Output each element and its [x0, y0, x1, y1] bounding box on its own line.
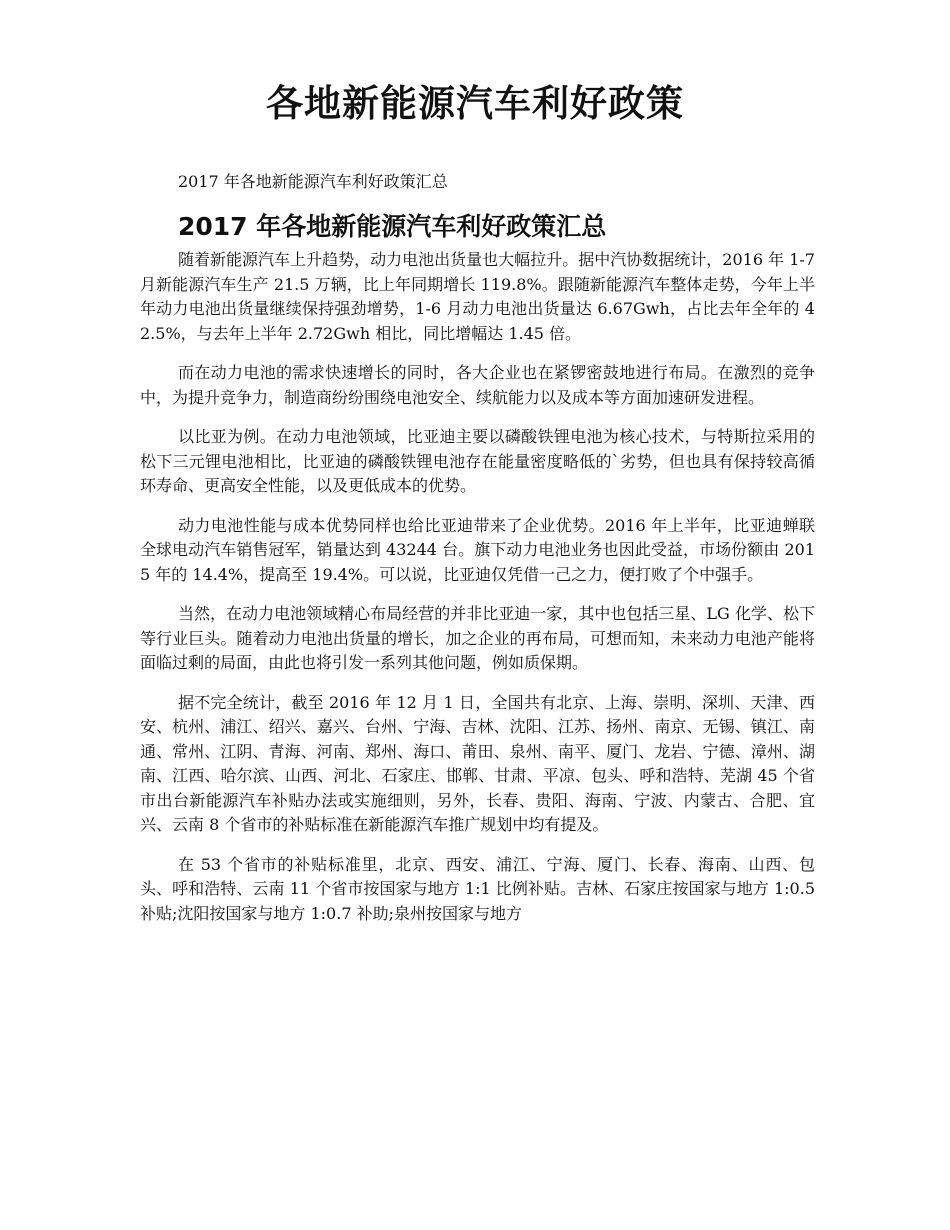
body-text [140, 248, 815, 941]
document-subtitle: 2017 年各地新能源汽车利好政策汇总 [178, 172, 448, 191]
paragraph-battery-output: 随着新能源汽车上升趋势，动力电池出货量也大幅拉升。据中汽协数据统计，2016 年 1-7 月新能源汽车生产 21.5 万辆，比上年同期增长 119.8%。跟随新能源汽车整体走势，今年上半年动力电池出货量继续保持强劲增势，1-6 月动力电池出货量达 6.67Gwh，占比去年全年的 42.5%，与去年上半年 2.72Gwh 相比，同比增幅达 1.45 倍。 [140, 250, 815, 343]
paragraph-subsidy-ratios: 在 53 个省市的补贴标准里，北京、西安、浦江、宁海、厦门、长春、海南、山西、包头、呼和浩特、云南 11 个省市按国家与地方 1:1 比例补贴。吉林、石家庄按国家与地方 1:0.5 补贴;沈阳按国家与地方 1:0.7 补助;泉州按国家与地方 [140, 854, 815, 923]
paragraph-subsidy-cities: 据不完全统计，截至 2016 年 12 月 1 日，全国共有北京、上海、崇明、深圳、天津、西安、杭州、浦江、绍兴、嘉兴、台州、宁海、吉林、沈阳、江苏、扬州、南京、无锡、镇江、南通、常州、江阴、青海、河南、郑州、海口、莆田、泉州、南平、厦门、龙岩、宁德、漳州、湖南、江西、哈尔滨、山西、河北、石家庄、邯郸、甘肃、平凉、包头、呼和浩特、芜湖 45 个省市出台新能源汽车补贴办法或实施细则，另外，长春、贵阳、海南、宁波、内蒙古、合肥、宜兴、云南 8 个省市的补贴标准在新能源汽车推广规划中均有提及。 [140, 692, 815, 834]
document-title: 各地新能源汽车利好政策 [266, 82, 684, 125]
paragraph-byd-advantage: 动力电池性能与成本优势同样也给比亚迪带来了企业优势。2016 年上半年，比亚迪蝉联全球电动汽车销售冠军，销量达到 43244 台。旗下动力电池业务也因此受益，市场份额由 2015 年的 14.4%，提高至 19.4%。可以说，比亚迪仅凭借一己之力，便打败了个中强手。 [140, 515, 815, 584]
paragraph-byd-example: 以比亚为例。在动力电池领域，比亚迪主要以磷酸铁锂电池为核心技术，与特斯拉采用的松下三元锂电池相比，比亚迪的磷酸铁锂电池存在能量密度略低的`劣势，但也具有保持较高循环寿命、更高安全性能，以及更低成本的优势。 [140, 427, 815, 495]
section-heading: 2017 年各地新能源汽车利好政策汇总 [178, 212, 607, 241]
paragraph-industry-giants: 当然，在动力电池领域精心布局经营的并非比亚迪一家，其中也包括三星、LG 化学、松下等行业巨头。随着动力电池出货量的增长，加之企业的再布局，可想而知，未来动力电池产能将面临过剩的局面，由此也将引发一系列其他问题，例如质保期。 [140, 604, 815, 672]
paragraph-industry-layout: 而在动力电池的需求快速增长的同时，各大企业也在紧锣密鼓地进行布局。在激烈的竞争中，为提升竞争力，制造商纷纷围绕电池安全、续航能力以及成本等方面加速研发进程。 [140, 363, 815, 407]
